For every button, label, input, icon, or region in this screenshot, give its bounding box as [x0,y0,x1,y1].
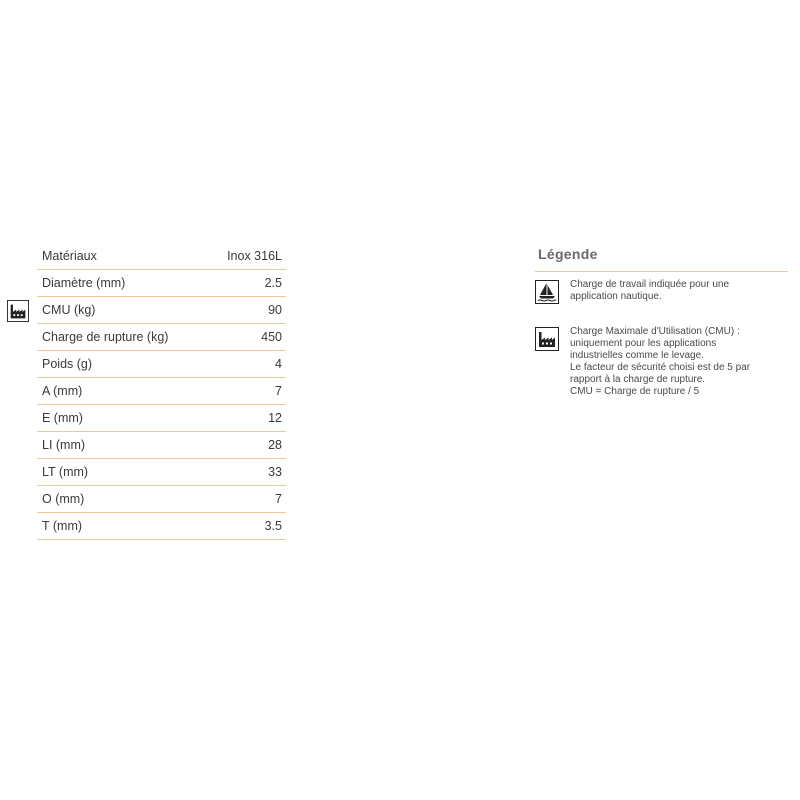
factory-icon [7,300,29,322]
spec-value: 12 [268,411,282,425]
spec-label: Diamètre (mm) [42,276,126,290]
sailboat-icon [535,280,559,304]
spec-row [37,351,286,378]
legend-title: Légende [535,240,788,272]
spec-row [37,459,286,486]
spec-value: 90 [268,303,282,317]
spec-value: 7 [275,492,282,506]
spec-label: Charge de rupture (kg) [42,330,169,344]
spec-label: O (mm) [42,492,85,506]
spec-value: 28 [268,438,282,452]
spec-row [37,324,286,351]
spec-label: CMU (kg) [42,303,96,317]
spec-label: A (mm) [42,384,83,398]
spec-row [37,297,286,324]
legend-text-industrial: Charge Maximale d'Utilisation (CMU) : uniquement pour les applications industrielles comme le levage. Le facteur de sécurité choisi est de 5 par rapport à la charge de rupture. CMU = Charge de rupture / 5 [570,326,751,397]
spec-value: 33 [268,465,282,479]
spec-label: LT (mm) [42,465,89,479]
spec-row [37,378,286,405]
legend-item-nautical [535,279,788,304]
spec-row [37,486,286,513]
spec-value: 2.5 [264,276,282,290]
spec-value: 3.5 [264,519,282,533]
legend-item-industrial [535,326,788,398]
spec-row [37,270,286,297]
spec-row [37,243,286,270]
spec-label: Matériaux [42,249,97,263]
spec-value: 4 [275,357,282,371]
spec-row [37,432,286,459]
spec-value: 450 [261,330,282,344]
spec-label: Poids (g) [42,357,93,371]
spec-row [37,513,286,540]
spec-value: Inox 316L [227,249,282,263]
spec-label: T (mm) [42,519,83,533]
spec-label: E (mm) [42,411,83,425]
legend [535,240,788,398]
spec-value: 7 [275,384,282,398]
specs-table [37,243,286,540]
factory-icon [535,327,559,351]
legend-text-nautical: Charge de travail indiquée pour une application nautique. [570,279,729,302]
spec-label: LI (mm) [42,438,86,452]
spec-row [37,405,286,432]
